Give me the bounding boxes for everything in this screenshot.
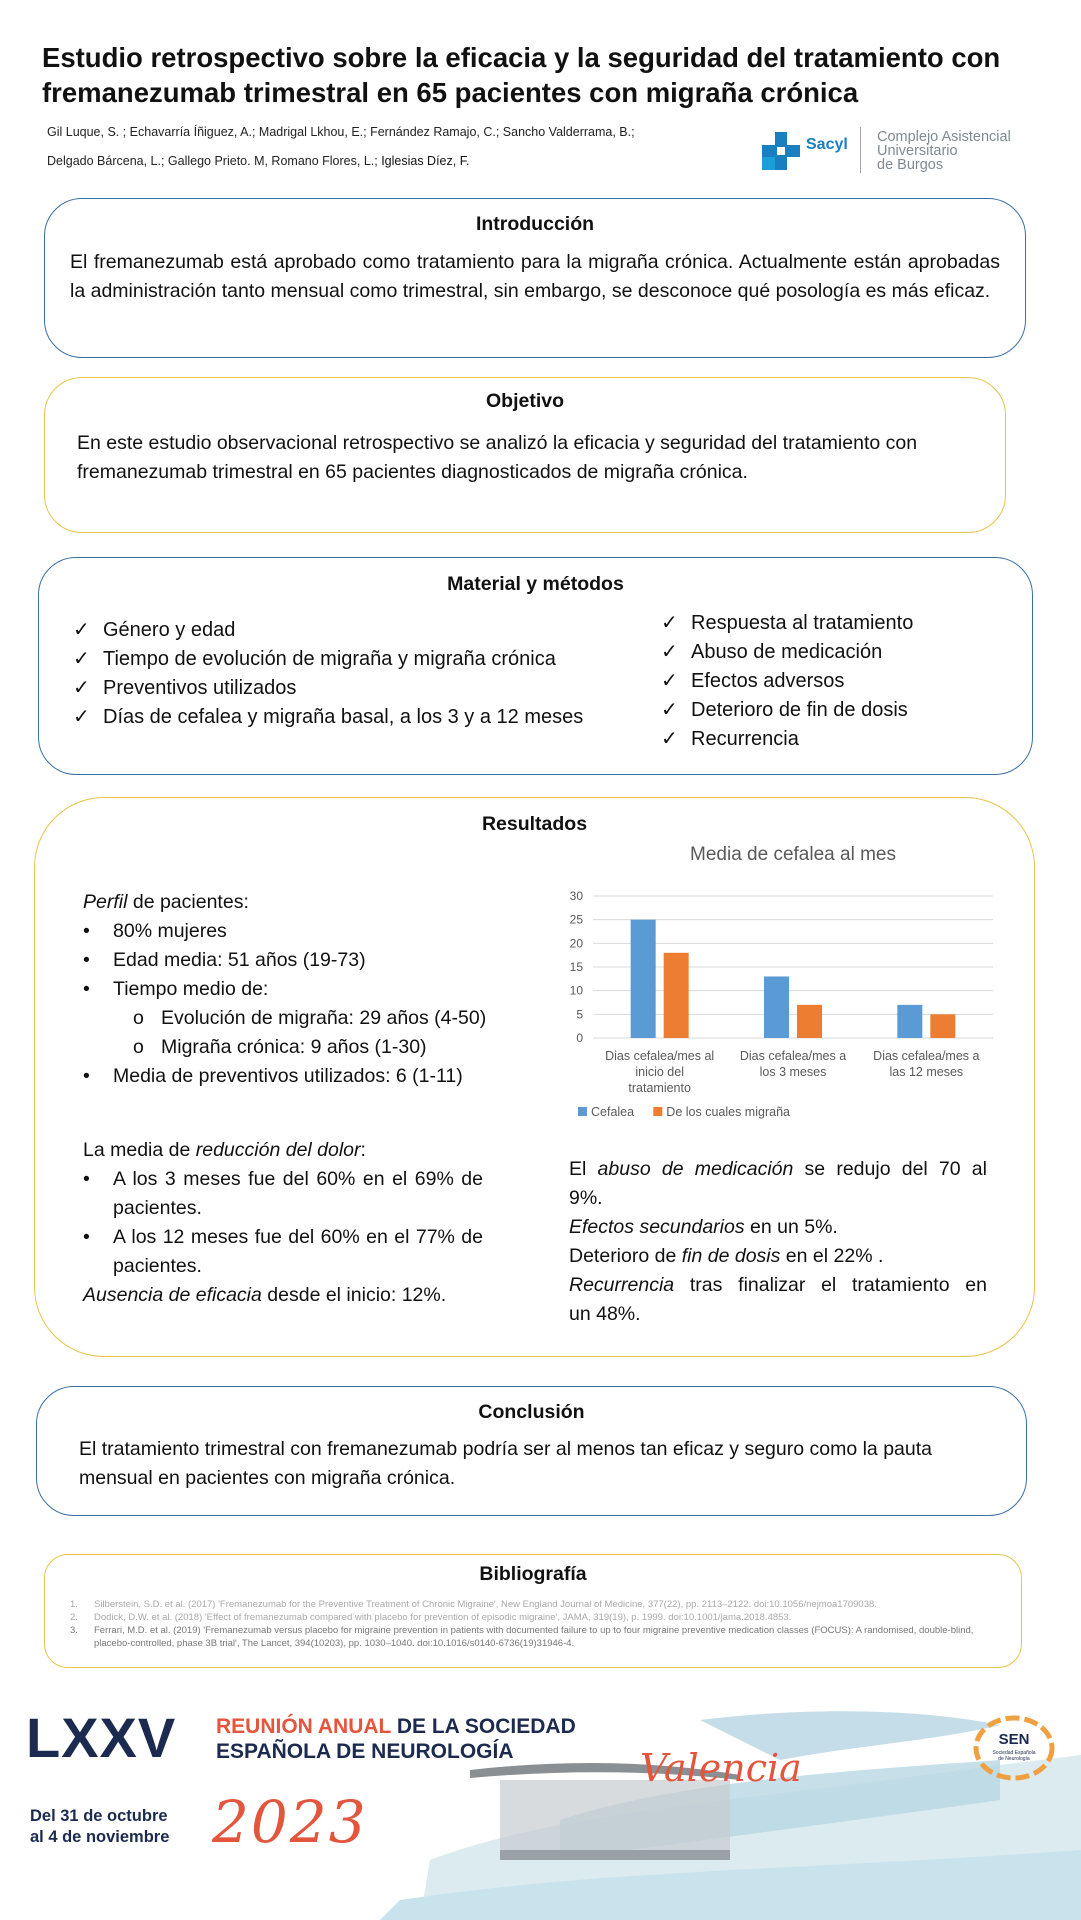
authors-line-2: Delgado Bárcena, L.; Gallego Prieto. M, Romano Flores, L.; Iglesias Díez, F. <box>47 154 470 168</box>
lxxv-numeral: LXXV <box>26 1706 177 1769</box>
congress-dates: Del 31 de octubre al 4 de noviembre <box>30 1807 170 1846</box>
list-item: o Migraña crónica: 9 años (1-30) <box>83 1033 523 1062</box>
legend-label: De los cuales migraña <box>666 1105 790 1119</box>
list-item: • A los 12 meses fue del 60% en el 77% de pacientes. <box>83 1223 483 1281</box>
check-icon: ✓ <box>661 612 678 634</box>
conclusion-text: El tratamiento trimestral con fremanezumab podría ser al menos tan eficaz y seguro como la pauta mensual en pacientes con migraña crónica. <box>79 1438 932 1489</box>
references-list <box>70 1598 1010 1650</box>
list-item: • 80% mujeres <box>83 917 523 946</box>
sen-logo: SEN Sociedad Española de Neurología <box>972 1712 1056 1784</box>
bar-de-los-cuales-migraña <box>797 1005 822 1038</box>
senior-author: Iglesias Díez, F. <box>381 154 470 168</box>
bar-cefalea <box>764 976 789 1038</box>
y-tick-label: 15 <box>569 960 583 974</box>
bullet-icon: • <box>83 978 90 1000</box>
x-tick-label: Dias cefalea/mes a <box>739 1049 847 1063</box>
bullet-icon: • <box>83 1168 90 1190</box>
objetivo-box <box>44 377 1006 533</box>
bar-cefalea <box>897 1005 922 1038</box>
list-item: ✓ Tiempo de evolución de migraña y migraña crónica <box>73 645 583 674</box>
list-item: ✓ Preventivos utilizados <box>73 674 583 703</box>
legend-swatch <box>653 1107 662 1116</box>
introduccion-box <box>44 198 1026 358</box>
bullet-icon: • <box>83 1065 90 1087</box>
check-icon: ✓ <box>661 670 678 692</box>
list-item: 3. Ferrari, M.D. et al. (2019) 'Fremanezumab versus placebo for migraine prevention in patients with documented failure to up to four migraine preventive medication classes (FOCUS): A randomised, double-blind, placebo-controlled, phase 3B trial', The Lancet, 394(10203), pp. 1030–1040. doi:10.1016/s0140-6736(19)31946-4. <box>70 1625 974 1649</box>
objetivo-title: Objetivo <box>485 390 564 412</box>
bibliografia-title: Bibliografía <box>479 1563 587 1585</box>
y-tick-label: 10 <box>569 983 583 998</box>
conclusion-box <box>36 1386 1027 1516</box>
list-item: ✓ Abuso de medicación <box>661 638 913 667</box>
metodos-list-left <box>73 616 583 732</box>
bar-de-los-cuales-migraña <box>664 953 689 1038</box>
poster-title <box>42 40 1042 110</box>
x-tick-label: los 3 meses <box>759 1065 827 1079</box>
bullet-icon: • <box>83 949 90 971</box>
metodos-box <box>38 557 1033 775</box>
logo-divider <box>860 127 861 173</box>
conclusion-title: Conclusión <box>478 1401 585 1423</box>
authors-line-1: Gil Luque, S. ; Echavarría Íñiguez, A.; Madrigal Lkhou, E.; Fernández Ramajo, C.; Sancho Valderrama, B.; <box>47 125 635 139</box>
check-icon: ✓ <box>661 641 678 663</box>
x-tick-label: tratamiento <box>628 1081 691 1095</box>
metodos-list-right <box>661 609 913 754</box>
check-icon: ✓ <box>73 677 90 699</box>
metodos-title: Material y métodos <box>447 573 624 595</box>
y-tick-label: 30 <box>569 889 583 903</box>
check-icon: ✓ <box>73 706 90 728</box>
bar-cefalea <box>631 920 656 1038</box>
check-icon: ✓ <box>73 648 90 670</box>
reduccion-block: La media de reducción del dolor: • A los 3 meses fue del 60% en el 69% de pacientes. • A los 12 meses fue del 60% en el 77% de pacientes. Ausencia de eficacia desde el inicio: 12%. <box>83 1139 483 1306</box>
bullet-icon: • <box>83 920 90 942</box>
hospital-logo <box>762 124 1022 179</box>
list-item: o Evolución de migraña: 29 años (4-50) <box>83 1004 523 1033</box>
list-item: ✓ Días de cefalea y migraña basal, a los 3 y a 12 meses <box>73 703 583 732</box>
x-tick-label: inicio del <box>635 1065 684 1079</box>
introduccion-text: El fremanezumab está aprobado como tratamiento para la migraña crónica. Actualmente están aprobadas la administración tanto mensual como trimestral, sin embargo, se desconoce qué posología es más eficaz. <box>70 251 1000 302</box>
list-item: ✓ Género y edad <box>73 616 583 645</box>
perfil-block: Perfil de pacientes: • 80% mujeres • Edad media: 51 años (19-73) • Tiempo medio de: o Evolución de migraña: 29 años (4-50) o Migraña crónica: 9 años (1-30) • Media de preventivos utilizados: 6 (1-11) <box>83 888 523 1091</box>
y-tick-label: 5 <box>576 1007 583 1022</box>
sen-ring-icon <box>972 1712 1056 1784</box>
introduccion-title: Introducción <box>475 213 595 235</box>
title-line-2: fremanezumab trimestral en 65 pacientes con migraña crónica <box>42 77 859 108</box>
list-item: ✓ Respuesta al tratamiento <box>661 609 913 638</box>
congress-year: 2023 <box>212 1788 368 1856</box>
authors <box>47 118 747 176</box>
x-tick-label: las 12 meses <box>889 1065 964 1079</box>
check-icon: ✓ <box>661 699 678 721</box>
city-name: Valencia <box>640 1746 802 1790</box>
list-item: ✓ Efectos adversos <box>661 667 913 696</box>
objetivo-text: En este estudio observacional retrospectivo se analizó la eficacia y seguridad del tratamiento con fremanezumab trimestral en 65 pacientes diagnosticados de migraña crónica. <box>77 432 918 483</box>
list-item: • Media de preventivos utilizados: 6 (1-11) <box>83 1062 523 1091</box>
bar-de-los-cuales-migraña <box>930 1014 955 1038</box>
title-line-1: Estudio retrospectivo sobre la eficacia y la seguridad del tratamiento con <box>42 42 1001 73</box>
legend-swatch <box>578 1107 587 1116</box>
hospital-name: Complejo Asistencial Universitario de Burgos <box>877 129 1011 173</box>
list-item: • A los 3 meses fue del 60% en el 69% de pacientes. <box>83 1165 483 1223</box>
resultados-title: Resultados <box>481 813 588 835</box>
bullet-icon: • <box>83 1226 90 1248</box>
outcomes-block: El abuso de medicación se redujo del 70 al 9%. Efectos secundarios en un 5%. Deterioro de fin de dosis en el 22% . Recurrencia tras finalizar el tratamiento en un 48%. <box>569 1158 987 1325</box>
check-icon: ✓ <box>73 619 90 641</box>
list-item: • Edad media: 51 años (19-73) <box>83 946 523 975</box>
sacyl-cross-icon <box>762 132 800 170</box>
list-item: 2. Dodick, D.W. et al. (2018) 'Effect of fremanezumab compared with placebo for prevention of episodic migraine', JAMA, 319(19), p. 1999. doi:10.1001/jama.2018.4853. <box>70 1612 792 1623</box>
y-tick-label: 25 <box>569 912 583 927</box>
legend-label: Cefalea <box>591 1105 635 1119</box>
sacyl-label: Sacyl <box>806 136 848 153</box>
sub-bullet-icon: o <box>133 1007 144 1029</box>
resultados-box <box>34 797 1035 1357</box>
cefalea-chart <box>563 838 1003 1128</box>
list-item: ✓ Deterioro de fin de dosis <box>661 696 913 725</box>
y-tick-label: 0 <box>576 1031 583 1045</box>
x-tick-label: Dias cefalea/mes a <box>873 1049 980 1063</box>
list-item: ✓ Recurrencia <box>661 725 913 754</box>
y-tick-label: 20 <box>569 936 583 951</box>
reunion-title: REUNIÓN ANUAL DE LA SOCIEDAD ESPAÑOLA DE NEUROLOGÍA <box>216 1715 576 1763</box>
check-icon: ✓ <box>661 728 678 750</box>
x-tick-label: Dias cefalea/mes al <box>605 1049 715 1063</box>
list-item: • Tiempo medio de: <box>83 975 523 1004</box>
congress-footer <box>0 1700 1081 1920</box>
list-item: 1. Silberstein, S.D. et al. (2017) 'Fremanezumab for the Preventive Treatment of Chronic Migraine', New England Journal of Medicine, 377(22), pp. 2113–2122. doi:10.1056/nejmoa1709038. <box>70 1599 877 1610</box>
sub-bullet-icon: o <box>133 1036 144 1058</box>
chart-title: Media de cefalea al mes <box>690 844 896 865</box>
